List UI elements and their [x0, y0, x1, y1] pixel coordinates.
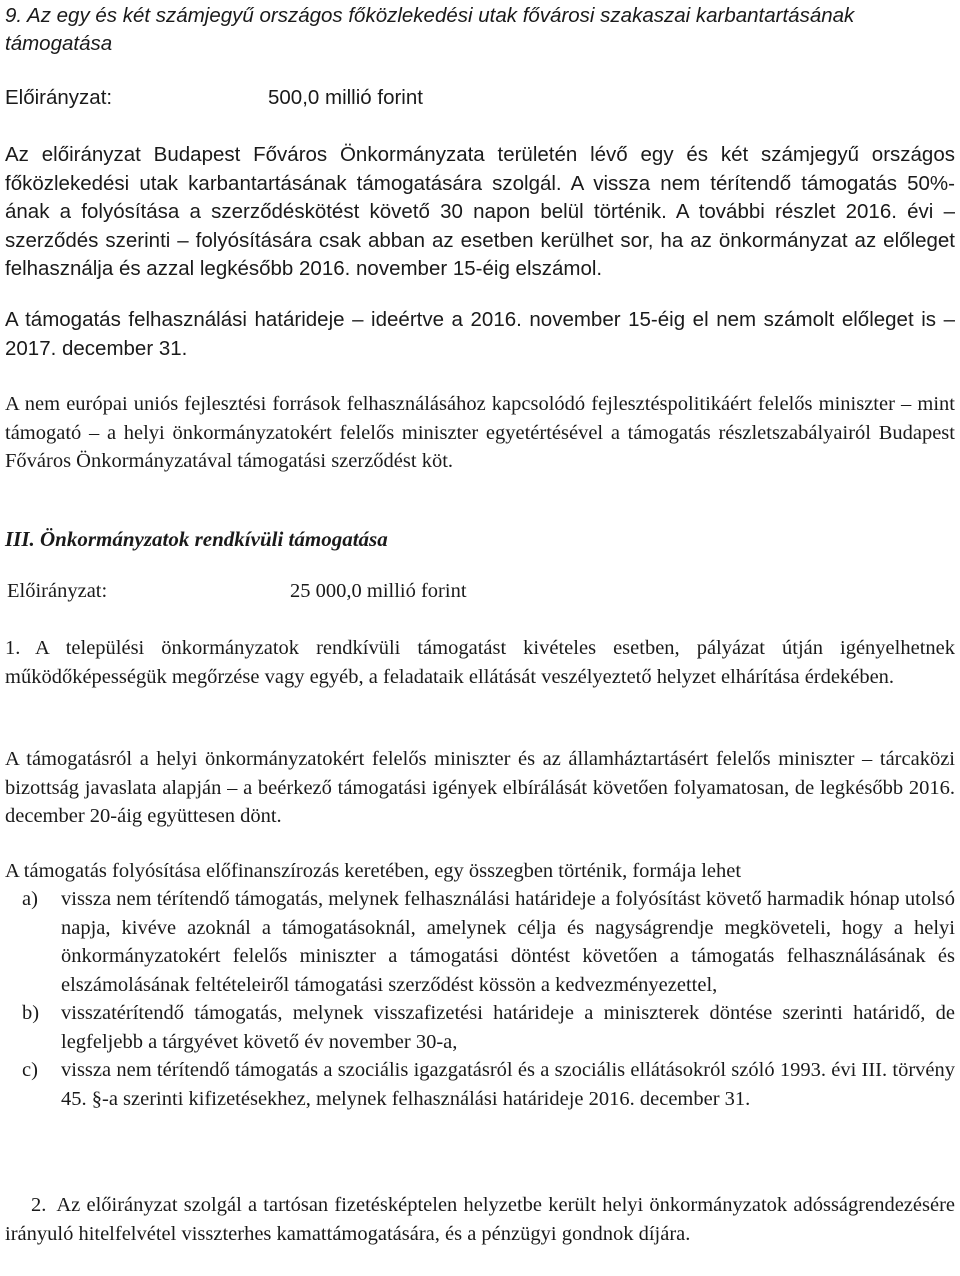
list-marker: b) [22, 1002, 40, 1024]
section-9-paragraph-2: A támogatás felhasználási határideje – ideértve a 2016. november 15-éig el nem számolt előleget is – 2017. december 31. [5, 308, 955, 360]
budget-label: Előirányzat: [5, 86, 113, 109]
section-III-item-1 [5, 634, 955, 691]
section-III-item-2 [5, 1191, 955, 1248]
list-item [5, 885, 955, 999]
section-9-budget-row [5, 84, 955, 112]
item-1-text: A települési önkormányzatok rendkívüli támogatást kivételes esetben, pályázat útján igényelhetnek működőképességük megőrzése vagy egyéb, a feladataik ellátását veszélyeztető helyzet elhárítása érdekében. [5, 637, 955, 688]
list-item-text: vissza nem térítendő támogatás, melynek felhasználási határideje a folyósítást követő harmadik hónap utolsó napja, kivéve azoknál a támogatásoknál, amelynek célja és nagyságrendje megköveteli, hogy a helyi önkormányzatokért felelős miniszter a támogatási döntést követően a támogatás felhasználásának és elszámolásának feltételeiről támogatási szerződést kössön a kedvezményezettel, [61, 888, 955, 996]
list-item [5, 999, 955, 1056]
section-III-heading: III. Önkormányzatok rendkívüli támogatása [5, 527, 388, 551]
item-2-text: Az előirányzat szolgál a tartósan fizetésképtelen helyzetbe került helyi önkormányzatok adósságrendezésére irányuló hitelfelvétel visszterhes kamattámogatására, és a pénzügyi gondnok díjára. [5, 1194, 955, 1245]
section-III-intro-paragraph: A támogatás folyósítása előfinanszírozás keretében, egy összegben történik, formája lehet [5, 860, 742, 882]
list-item [5, 1056, 955, 1113]
budget-label: Előirányzat: [7, 580, 108, 602]
budget-value: 500,0 millió forint [268, 86, 423, 109]
section-9-paragraph-1: Az előirányzat Budapest Főváros Önkormányzata területén lévő egy és két számjegyű országos főközlekedési utak karbantartásának támogatására szolgál. A vissza nem térítendő támogatás 50%-ának a folyósítása a szerződéskötést követő 30 napon belül történik. A további részlet 2016. évi – szerződés szerinti – folyósítására csak abban az esetben kerülhet sor, ha az önkormányzat az előleget felhasználja és azzal legkésőbb 2016. november 15-éig elszámol. [5, 143, 955, 280]
list-item-text: visszatérítendő támogatás, melynek visszafizetési határideje a miniszterek döntése szerinti határidő, de legfeljebb a tárgyévet követő év november 30-a, [61, 1002, 955, 1053]
section-III-decision-paragraph: A támogatásról a helyi önkormányzatokért felelős miniszter és az államháztartásért felelős miniszter – tárcaközi bizottság javaslata alapján – a beérkező támogatási igények elbírálását követően folyamatosan, de legkésőbb 2016. december 20-áig együttesen dönt. [5, 748, 955, 827]
item-1-number: 1. [5, 637, 21, 659]
list-marker: a) [22, 888, 38, 910]
support-forms-list [5, 885, 955, 1113]
list-item-text: vissza nem térítendő támogatás a szociális igazgatásról és a szociális ellátásokról szóló 1993. évi III. törvény 45. §-a szerinti kifizetésekhez, melynek felhasználási határideje 2016. december 31. [61, 1059, 955, 1110]
budget-value: 25 000,0 millió forint [290, 580, 467, 602]
item-2-number: 2. [31, 1194, 47, 1216]
section-9-paragraph-3: A nem európai uniós fejlesztési források felhasználásához kapcsolódó fejlesztéspolitikáért felelős miniszter – mint támogató – a helyi önkormányzatokért felelős miniszter egyetértésével a támogatás részletszabályairól Budapest Főváros Önkormányzatával támogatási szerződést köt. [5, 393, 955, 472]
section-III-budget-row [5, 577, 955, 605]
list-marker: c) [22, 1059, 38, 1081]
section-9-title: 9. Az egy és két számjegyű országos főközlekedési utak fővárosi szakaszai karbantartásának támogatása [5, 4, 855, 55]
